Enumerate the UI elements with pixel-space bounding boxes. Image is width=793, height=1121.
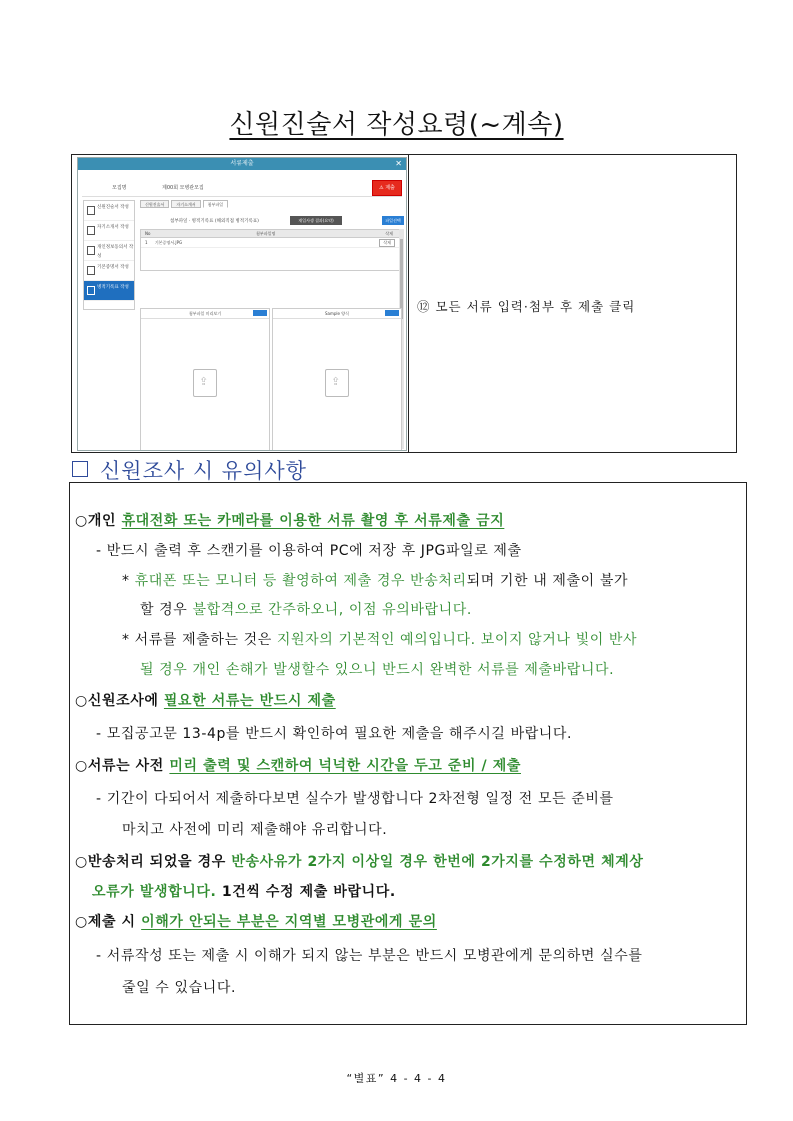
mini-sidebar	[83, 200, 135, 310]
note-4: ○반송처리 되었을 경우 반송사유가 2가지 이상일 경우 한번에 2가지를 수정하면 체계상	[75, 854, 644, 870]
mini-sidebar-item-active: 병적기록표 작성	[84, 281, 134, 301]
note-5-sub-cont: 줄일 수 있습니다.	[122, 980, 237, 996]
mini-preview-pane	[140, 308, 270, 451]
mini-grid-head-del: 삭제	[385, 231, 393, 236]
mini-tabs	[140, 200, 404, 208]
mini-tab-active: 첨부파일	[203, 200, 228, 208]
mini-grid-row-no: 1	[145, 240, 148, 245]
mini-attach-grid	[140, 229, 400, 271]
table-row	[141, 238, 399, 248]
mini-grid-head-no: No	[145, 231, 151, 236]
mini-pane-title: 첨부파일 미리보기	[141, 309, 269, 319]
note-3: ○서류는 사전 미리 출력 및 스캔하여 넉넉한 시간을 두고 준비 / 제출	[75, 758, 521, 774]
mini-sidebar-item: 신원진술서 작성	[84, 201, 134, 221]
checkbox-square-icon	[72, 461, 88, 477]
mini-main-panel	[140, 200, 404, 450]
mini-field-label: 모집명	[112, 185, 127, 191]
note-4-cont: 오류가 발생합니다. 1건씩 수정 제출 바랍니다.	[92, 884, 396, 900]
mini-sidebar-item: 개인정보동의서 작성	[84, 241, 134, 261]
mini-sample-pane	[272, 308, 402, 451]
step-note: ⑫ 모든 서류 입력·첨부 후 제출 클릭	[417, 299, 636, 314]
page-footer: “별표” 4 - 4 - 4	[346, 1072, 447, 1085]
mini-pane-nav	[253, 310, 267, 316]
mini-field-row	[82, 178, 402, 197]
note-5: ○제출 시 이해가 안되는 부분은 지역별 모병관에게 문의	[75, 914, 437, 930]
mini-pane-title: Sample 양식	[273, 309, 401, 319]
note-2-sub: - 모집공고문 13-4p를 반드시 확인하여 필요한 제출을 해주시길 바랍니다.	[96, 726, 573, 742]
mini-attach-title: 첨부파일 · 병적기록표 (해외직접 병적기록표)	[170, 219, 259, 224]
note-3-sub: - 기간이 다되어서 제출하다보면 실수가 발생합니다 2차전형 일정 전 모든 준비를	[96, 791, 614, 807]
mini-sidebar-item: 기본증명서 작성	[84, 261, 134, 281]
mini-dark-button: 재입사생 결과(요약)	[290, 216, 342, 225]
mini-attach-header	[140, 216, 404, 226]
upload-file-icon	[193, 369, 217, 397]
note-1-sub: - 반드시 출력 후 스캔기를 이용하여 PC에 저장 후 JPG파일로 제출	[96, 543, 522, 559]
mini-window-title: 서류제출	[78, 158, 406, 170]
section-heading: 신원조사 시 유의사항	[72, 455, 307, 485]
mini-grid-head	[141, 230, 399, 238]
mini-field-value: 제00회 모병관모집	[162, 185, 204, 191]
close-icon: ✕	[395, 159, 402, 168]
embedded-screenshot	[77, 157, 407, 451]
mini-grid-row-name: 기본증명서.JPG	[154, 240, 183, 245]
note-2: ○신원조사에 필요한 서류는 반드시 제출	[75, 693, 336, 709]
mini-sidebar-item: 자기소개서 작성	[84, 221, 134, 241]
note-5-sub: - 서류작성 또는 제출 시 이해가 되지 않는 부분은 반드시 모병관에게 문의하면 실수를	[96, 948, 643, 964]
note-1: ○개인 휴대전화 또는 카메라를 이용한 서류 촬영 후 서류제출 금지	[75, 513, 505, 529]
note-cell	[409, 155, 736, 452]
screenshot-cell	[72, 155, 409, 452]
note-1-star-2-cont: 될 경우 개인 손해가 발생할수 있으니 반드시 완벽한 서류를 제출바랍니다.	[140, 662, 615, 678]
mini-tab: 자기소개서	[171, 200, 200, 208]
note-3-sub-cont: 마치고 사전에 미리 제출해야 유리합니다.	[122, 822, 388, 838]
page-title: 신원진술서 작성요령(~계속)	[229, 110, 564, 140]
mini-submit-button: ⚠ 제출	[372, 180, 402, 196]
note-1-star-2: * 서류를 제출하는 것은 지원자의 기본적인 예의입니다. 보이지 않거나 빛이 반사	[122, 632, 638, 648]
notes-box	[69, 482, 747, 1025]
upload-file-icon	[325, 369, 349, 397]
note-1-star-1-cont: 할 경우 불합격으로 간주하오니, 이점 유의바랍니다.	[140, 602, 472, 618]
instruction-table	[71, 154, 737, 453]
mini-grid-head-name: 첨부파일명	[256, 231, 276, 236]
mini-blue-button: 파일선택	[382, 216, 404, 225]
mini-pane-nav	[385, 310, 399, 316]
mini-tab: 신원진술서	[140, 200, 169, 208]
mini-delete-button: 삭제	[379, 239, 395, 247]
note-1-star-1: * 휴대폰 또는 모니터 등 촬영하여 제출 경우 반송처리되며 기한 내 제출이 불가	[122, 573, 629, 589]
